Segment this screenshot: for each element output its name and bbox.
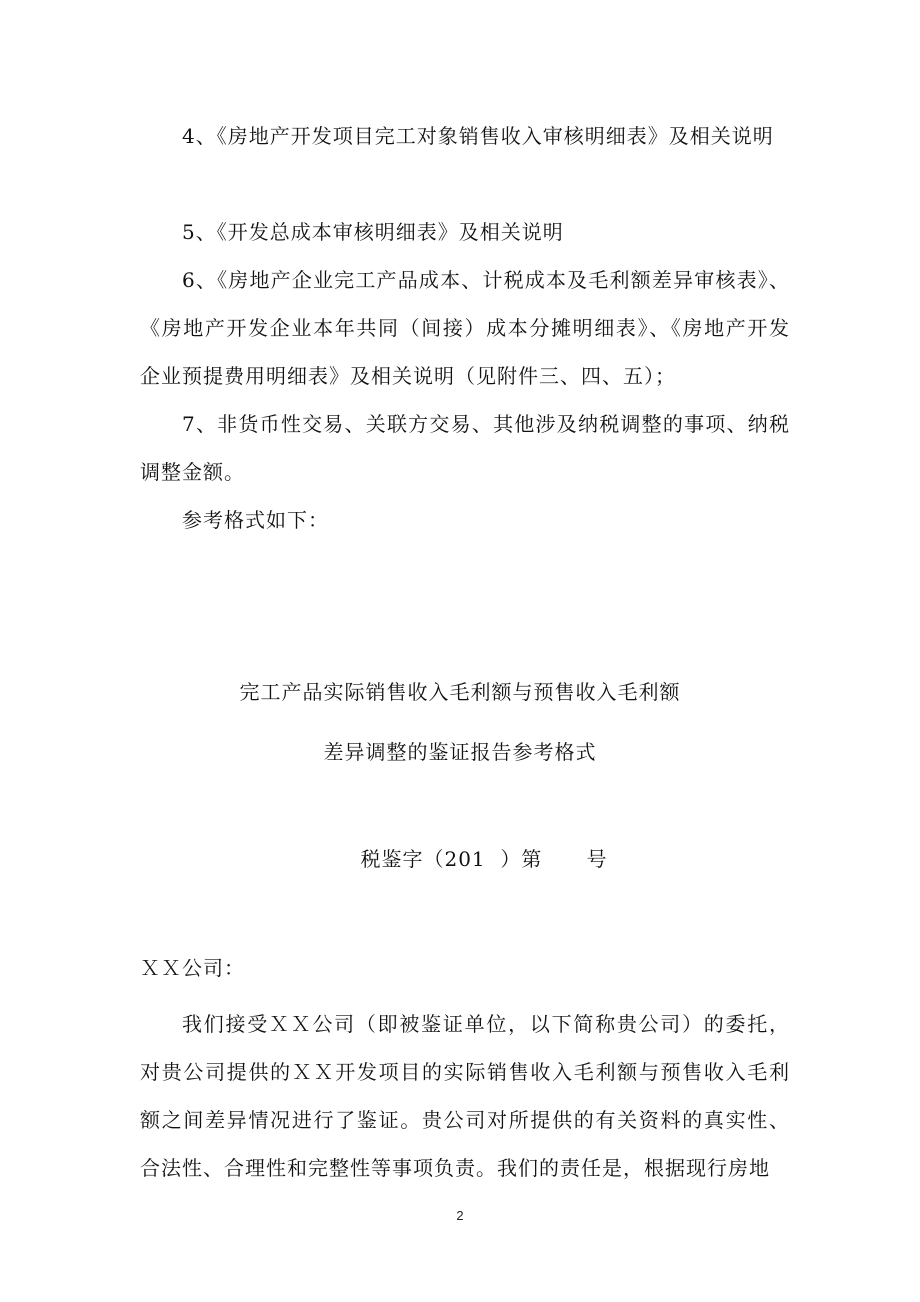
item-5: 5、《开发总成本审核明细表》及相关说明 (182, 220, 564, 244)
item-6: 6、《房地产企业完工产品成本、计税成本及毛利额差异审核表》、《房地产开发企业本年共同（间接）成本分摊明细表》、《房地产开发企业预提费用明细表》及相关说明（见附件三、四、五）； (140, 268, 790, 388)
body-paragraph: 我们接受ＸＸ公司（即被鉴证单位，以下简称贵公司）的委托，对贵公司提供的ＸＸ开发项目的实际销售收入毛利额与预售收入毛利额之间差异情况进行了鉴证。贵公司对所提供的有关资料的真实性、合法性、合理性和完整性等事项负责。我们的责任是，根据现行房地 (140, 1012, 790, 1180)
report-title-line-2: 差异调整的鉴证报告参考格式 (323, 740, 597, 764)
report-title-line-1: 完工产品实际销售收入毛利额与预售收入毛利额 (239, 680, 681, 704)
reference-intro: 参考格式如下： (182, 508, 329, 532)
item-4: 4、《房地产开发项目完工对象销售收入审核明细表》及相关说明 (182, 124, 774, 148)
report-number: 税鉴字（201 ）第 号 (360, 847, 608, 871)
addressee: ＸＸ公司： (140, 956, 245, 980)
page-number: 2 (456, 1208, 464, 1223)
item-7: 7、非货币性交易、关联方交易、其他涉及纳税调整的事项、纳税调整金额。 (140, 412, 790, 484)
